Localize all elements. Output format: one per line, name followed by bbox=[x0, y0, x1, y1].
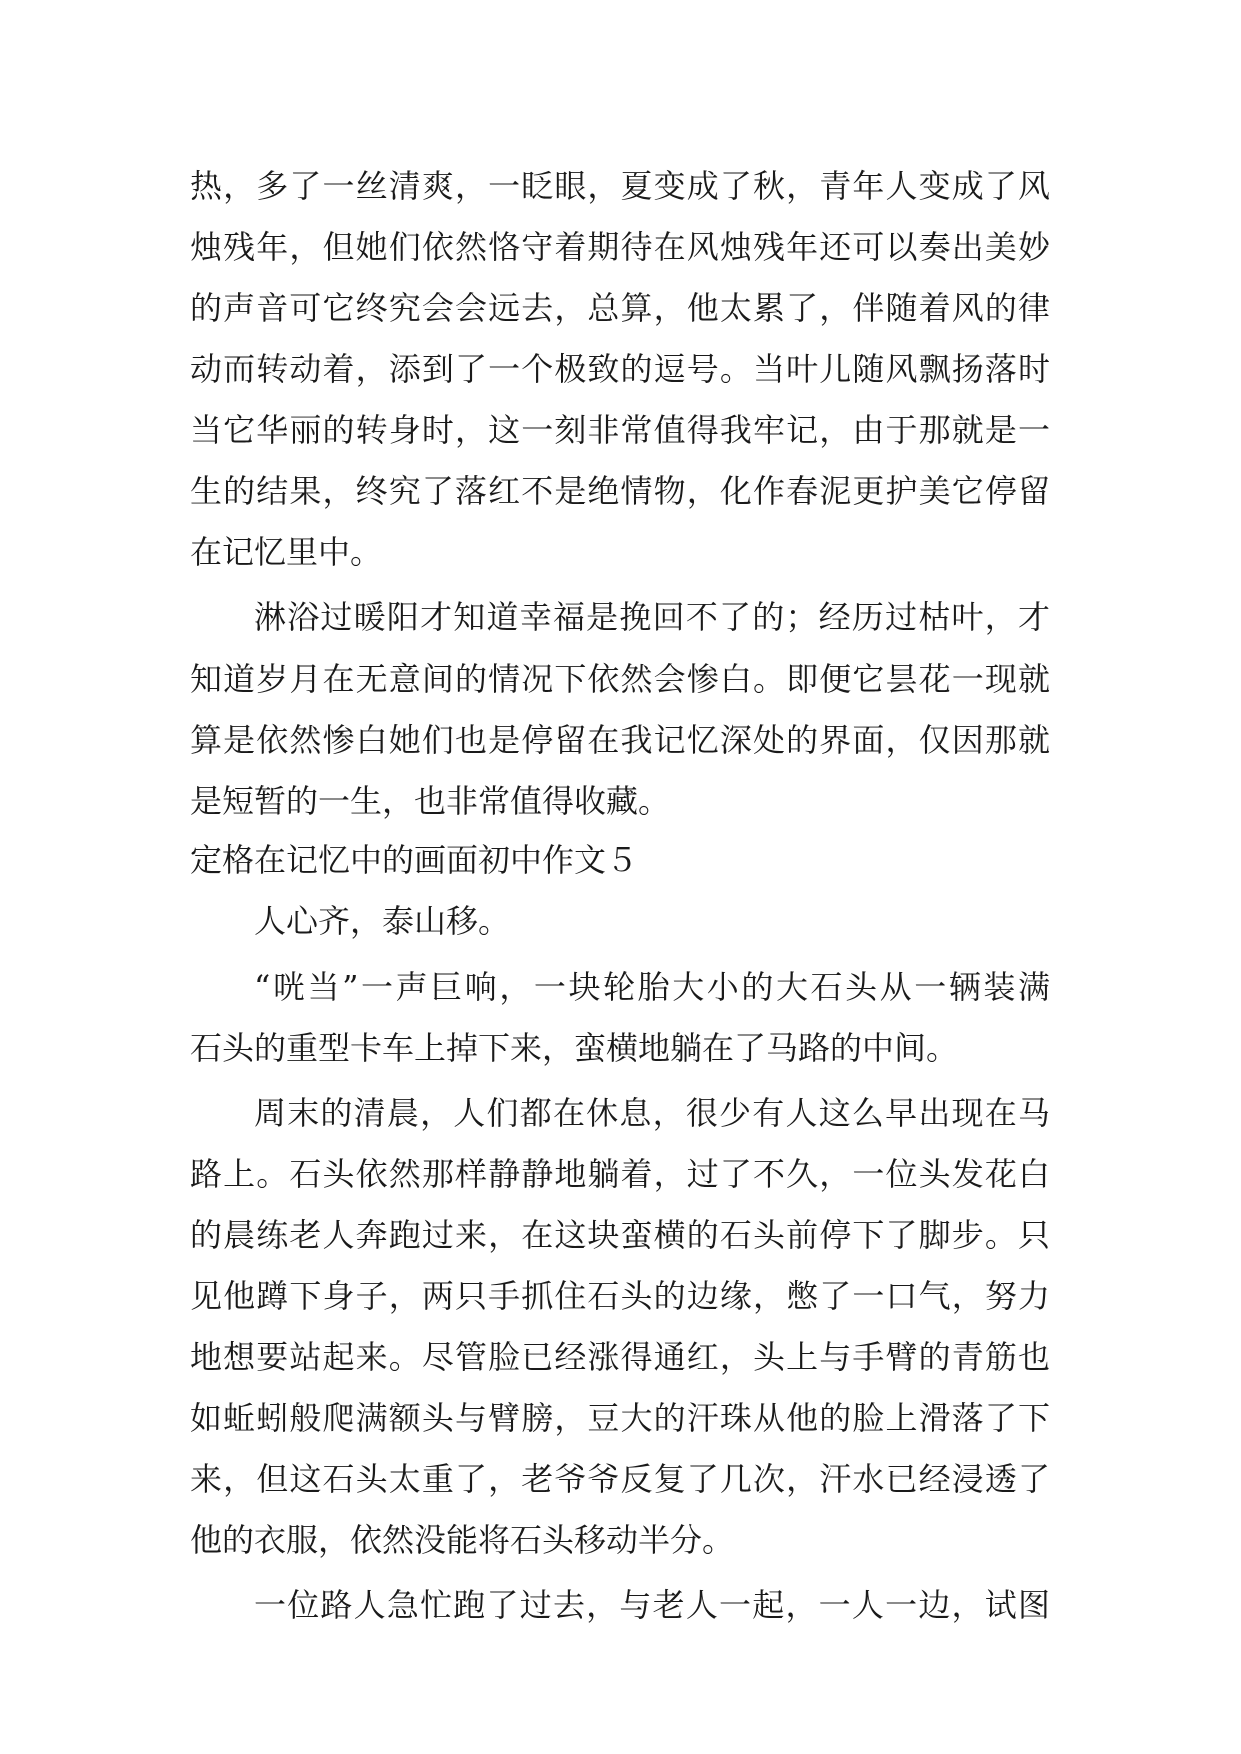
paragraph-line: 是短暂的一生，也非常值得收藏。 bbox=[190, 782, 671, 820]
paragraph-line: 在记忆里中。 bbox=[190, 533, 383, 571]
paragraph-line: 一位路人急忙跑了过去，与老人一起，一人一边，试图 bbox=[254, 1586, 1050, 1624]
paragraph-line: 淋浴过暖阳才知道幸福是挽回不了的；经历过枯叶，才 bbox=[254, 598, 1050, 636]
paragraph-line: 当它华丽的转身时，这一刻非常值得我牢记，由于那就是一 bbox=[190, 411, 1050, 449]
paragraph-line: 生的结果，终究了落红不是绝情物，化作春泥更护美它停留 bbox=[190, 472, 1050, 510]
paragraph-line: 见他蹲下身子，两只手抓住石头的边缘，憋了一口气，努力 bbox=[190, 1277, 1050, 1315]
paragraph-line: 地想要站起来。尽管脸已经涨得通红，头上与手臂的青筋也 bbox=[190, 1338, 1050, 1376]
paragraph-line: 算是依然惨白她们也是停留在我记忆深处的界面，仅因那就 bbox=[190, 721, 1050, 759]
paragraph-line: 知道岁月在无意间的情况下依然会惨白。即便它昙花一现就 bbox=[190, 660, 1050, 698]
paragraph-line: 人心齐，泰山移。 bbox=[254, 902, 511, 940]
paragraph-line: 来，但这石头太重了，老爷爷反复了几次，汗水已经浸透了 bbox=[190, 1460, 1050, 1498]
section-title: 定格在记忆中的画面初中作文５ bbox=[190, 841, 639, 879]
paragraph-line: 周末的清晨，人们都在休息，很少有人这么早出现在马 bbox=[254, 1094, 1050, 1132]
paragraph-line: 烛残年，但她们依然恪守着期待在风烛残年还可以奏出美妙 bbox=[190, 228, 1050, 266]
paragraph-line: 石头的重型卡车上掉下来，蛮横地躺在了马路的中间。 bbox=[190, 1029, 959, 1067]
paragraph-line: 动而转动着，添到了一个极致的逗号。当叶儿随风飘扬落时 bbox=[190, 350, 1050, 388]
paragraph-line: 他的衣服，依然没能将石头移动半分。 bbox=[190, 1521, 735, 1559]
paragraph-line: 如蚯蚓般爬满额头与臂膀，豆大的汗珠从他的脸上滑落了下 bbox=[190, 1399, 1050, 1437]
paragraph-line: “咣当”一声巨响，一块轮胎大小的大石头从一辆装满 bbox=[254, 968, 1050, 1006]
paragraph-line: 的声音可它终究会会远去，总算，他太累了，伴随着风的律 bbox=[190, 289, 1050, 327]
paragraph-line: 的晨练老人奔跑过来，在这块蛮横的石头前停下了脚步。只 bbox=[190, 1216, 1050, 1254]
paragraph-line: 热，多了一丝清爽，一眨眼，夏变成了秋，青年人变成了风 bbox=[190, 167, 1050, 205]
paragraph-line: 路上。石头依然那样静静地躺着，过了不久，一位头发花白 bbox=[190, 1155, 1050, 1193]
